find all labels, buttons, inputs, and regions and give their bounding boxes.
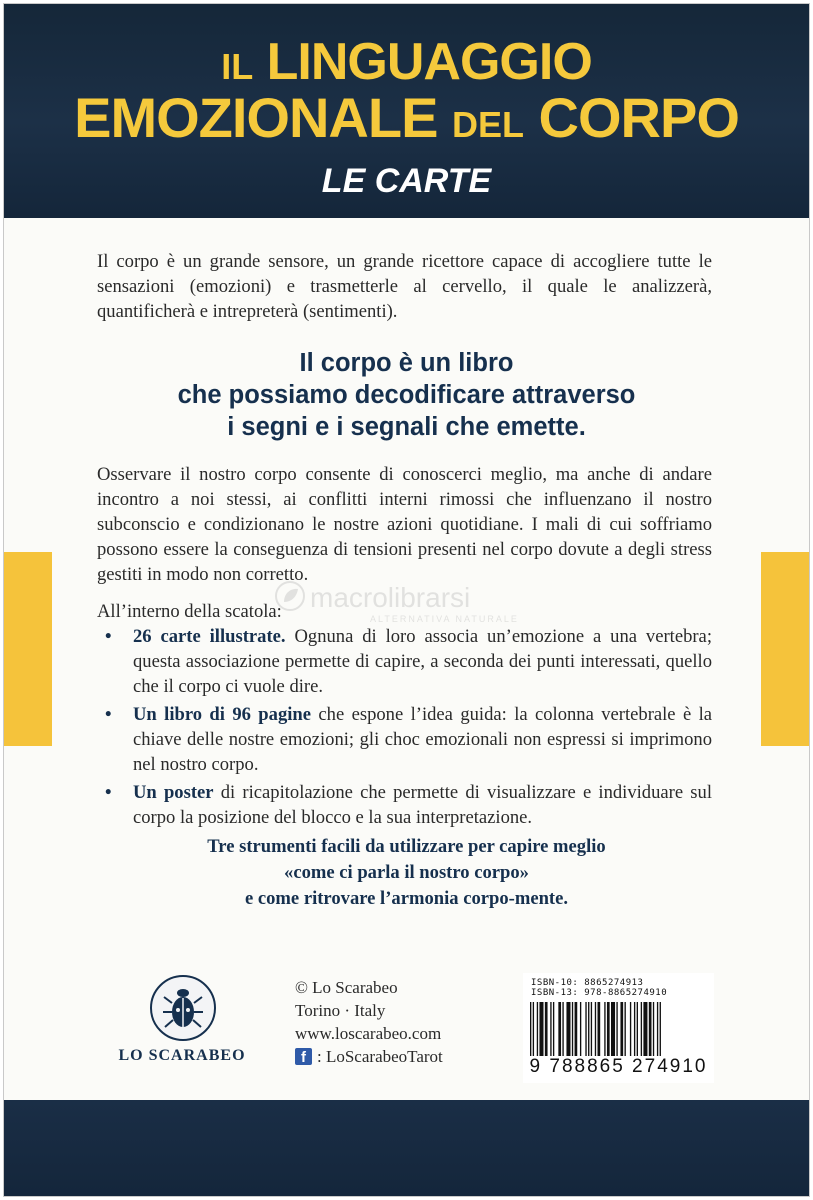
body-paragraph: Osservare il nostro corpo consente di conoscerci meglio, ma anche di andare incontro a noi stessi, ai conflitti interni rimossi che influenzano il nostro subconscio e condizionano le nostre azioni quotidiane. I mali di cui soffriamo possono essere la conseguenza di tensioni presenti nel corpo dovute a degli stress gestiti in modo non corretto. <box>97 464 712 585</box>
copyright: © Lo Scarabeo <box>295 978 398 997</box>
facebook-icon: f <box>295 1048 312 1065</box>
closing-statement: Tre strumenti facili da utilizzare per capire meglio «come ci parla il nostro corpo» e come ritrovare l’armonia corpo-mente. <box>207 836 606 909</box>
barcode-digits: 9 788865 274910 <box>529 1056 708 1077</box>
left-accent-tab <box>4 552 52 746</box>
bottom-band <box>4 1100 809 1196</box>
website-link[interactable]: www.loscarabeo.com <box>295 1024 442 1043</box>
publisher-logo <box>150 975 216 1041</box>
title-line-2: EMOZIONALE DEL CORPO <box>74 86 739 149</box>
bullet-icon: • <box>105 782 112 803</box>
barcode <box>523 973 714 1083</box>
highlight-statement: Il corpo è un libro che possiamo decodificare attraverso i segni e i segnali che emette. <box>177 349 636 441</box>
bullet-icon: • <box>105 704 112 725</box>
list-item: • 26 carte illustrate. Ognuna di loro associa un’emozione a una vertebra; questa associazione permette di capire, a seconda dei punti interessati, quello che il corpo ci vuole dire. <box>105 626 712 697</box>
bullet-icon: • <box>105 626 112 647</box>
facebook-link[interactable]: f : LoScarabeoTarot <box>295 1045 443 1068</box>
isbn-10: ISBN-10: 8865274913 <box>531 978 644 988</box>
location: Torino · Italy <box>295 1001 386 1020</box>
book-back-cover <box>3 3 810 1197</box>
intro-paragraph: Il corpo è un grande sensore, un grande ricettore capace di accogliere tutte le sensazioni (emozioni) e trasmetterle al cervello, il quale le analizzerà, quantificherà e intrepreterà (sentimenti). <box>97 251 712 322</box>
scarab-icon <box>161 983 205 1031</box>
watermark: macrolibrarsi ALTERNATIVA NATURALE <box>274 580 574 630</box>
isbn-13: ISBN-13: 978-8865274910 <box>531 988 668 998</box>
right-accent-tab <box>761 552 809 746</box>
top-band <box>4 4 809 218</box>
list-item: • Un poster di ricapitolazione che permette di visualizzare e individuare sul corpo la posizione del blocco e la sua interpretazione. <box>105 782 712 828</box>
subtitle: LE CARTE <box>321 162 492 200</box>
list-item: • Un libro di 96 pagine che espone l’idea guida: la colonna vertebrale è la chiave delle nostre emozioni; gli choc emozionali non espressi si imprimono nel nostro corpo. <box>105 704 713 775</box>
title-line-1: IL LINGUAGGIO <box>221 33 592 91</box>
publisher-logo-text: LO SCARABEO <box>118 1047 246 1064</box>
publisher-info <box>295 976 443 1068</box>
contents-list <box>97 624 712 833</box>
barcode-bars <box>530 1002 707 1056</box>
contents-intro: All’interno della scatola: <box>97 601 282 622</box>
